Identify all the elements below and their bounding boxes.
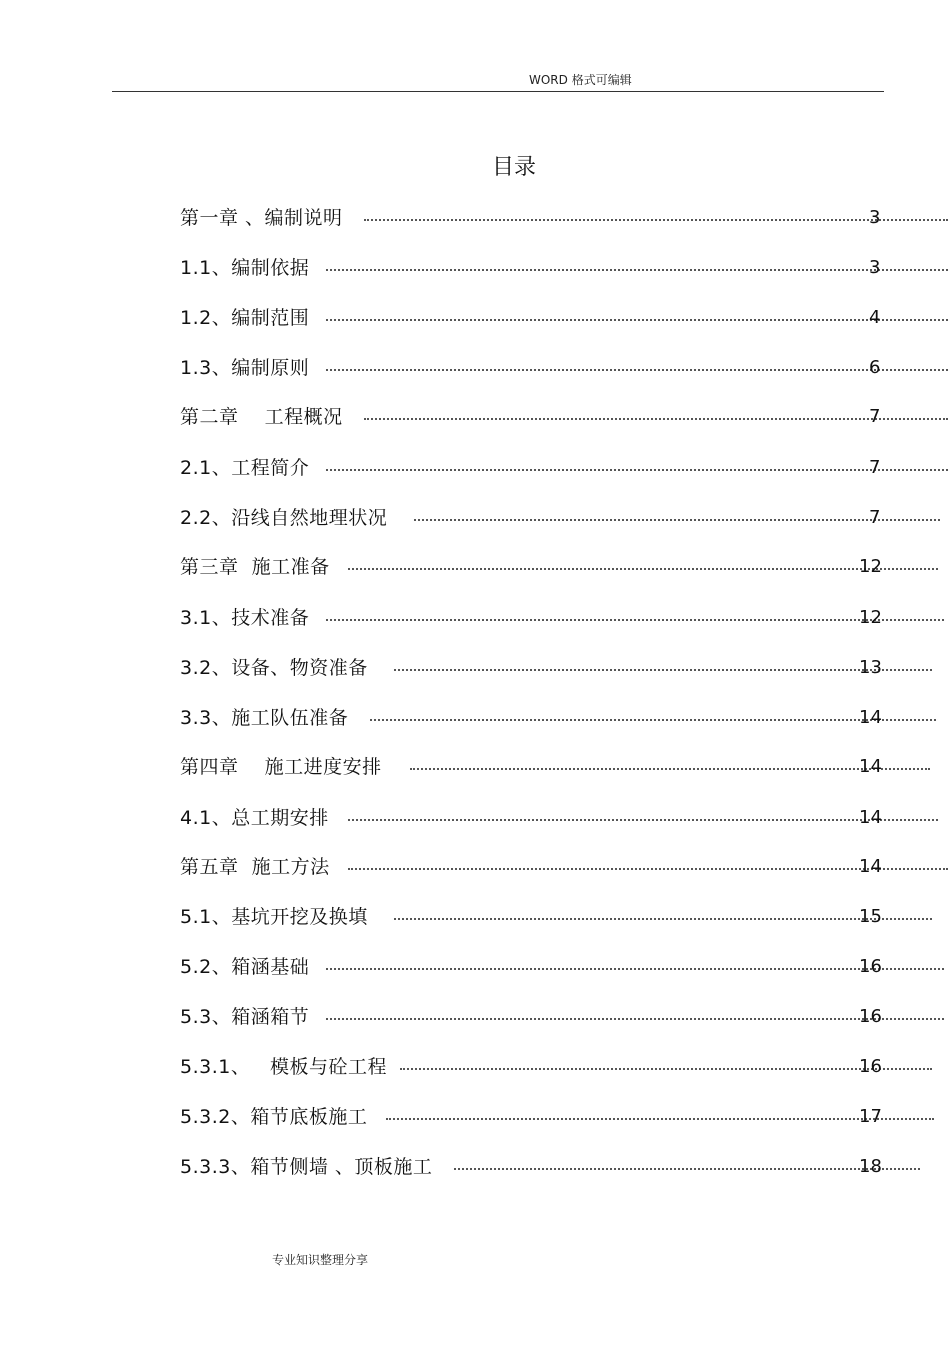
toc-dot-leader	[394, 918, 932, 920]
toc-entry[interactable]	[180, 1155, 950, 1179]
toc-dot-leader	[414, 519, 940, 521]
toc-entry-page-number: 14	[859, 856, 882, 877]
toc-dot-leader	[326, 619, 944, 621]
toc-dot-leader	[394, 669, 932, 671]
toc-entry[interactable]	[180, 356, 950, 380]
toc-entry-page-number: 3	[869, 207, 881, 228]
toc-entry[interactable]	[180, 405, 950, 429]
toc-dot-leader	[370, 719, 936, 721]
toc-entry[interactable]	[180, 905, 950, 929]
toc-entry-label: 第一章 、编制说明	[180, 207, 343, 229]
toc-entry[interactable]	[180, 855, 950, 879]
toc-entry-page-number: 14	[859, 756, 882, 777]
toc-entry[interactable]	[180, 555, 950, 579]
toc-entry[interactable]	[180, 755, 950, 779]
toc-dot-leader	[326, 1018, 944, 1020]
page-header-text: WORD 格式可编辑	[529, 73, 632, 87]
toc-dot-leader	[400, 1068, 932, 1070]
toc-entry[interactable]	[180, 256, 950, 280]
toc-entry-page-number: 14	[859, 707, 882, 728]
toc-entry-label: 第五章 施工方法	[180, 856, 330, 878]
toc-entry-label: 第三章 施工准备	[180, 556, 330, 578]
toc-dot-leader	[386, 1118, 934, 1120]
toc-entry-page-number: 16	[859, 1056, 882, 1077]
toc-entry[interactable]	[180, 806, 950, 830]
toc-entry-label: 1.2、编制范围	[180, 307, 310, 329]
toc-entry-label: 5.1、基坑开挖及换填	[180, 906, 368, 928]
toc-entry[interactable]	[180, 456, 950, 480]
toc-dot-leader	[410, 768, 930, 770]
toc-entry-page-number: 18	[859, 1156, 882, 1177]
toc-entry[interactable]	[180, 955, 950, 979]
toc-dot-leader	[326, 968, 944, 970]
toc-entry-label: 第二章 工程概况	[180, 406, 343, 428]
toc-entry-label: 1.1、编制依据	[180, 257, 310, 279]
toc-entry-label: 5.3.1、 模板与砼工程	[180, 1056, 387, 1078]
page-footer-text: 专业知识整理分享	[272, 1253, 369, 1267]
toc-dot-leader	[326, 319, 948, 321]
toc-entry-label: 第四章 施工进度安排	[180, 756, 382, 778]
toc-entry-page-number: 4	[869, 307, 881, 328]
toc-entry-label: 2.1、工程简介	[180, 457, 310, 479]
toc-entry[interactable]	[180, 1005, 950, 1029]
toc-entry-page-number: 12	[859, 556, 882, 577]
toc-entry-page-number: 14	[859, 807, 882, 828]
toc-entry[interactable]	[180, 1105, 950, 1129]
toc-entry-page-number: 12	[859, 607, 882, 628]
toc-entry-page-number: 7	[869, 457, 881, 478]
toc-entry-page-number: 7	[869, 507, 881, 528]
toc-entry-page-number: 17	[859, 1106, 882, 1127]
toc-dot-leader	[364, 418, 948, 420]
toc-entry-label: 3.2、设备、物资准备	[180, 657, 368, 679]
toc-entry-label: 3.3、施工队伍准备	[180, 707, 349, 729]
toc-entry[interactable]	[180, 656, 950, 680]
toc-entry-page-number: 13	[859, 657, 882, 678]
toc-entry-label: 5.3.2、箱节底板施工	[180, 1106, 368, 1128]
toc-entry-label: 3.1、技术准备	[180, 607, 310, 629]
toc-entry-label: 5.3、箱涵箱节	[180, 1006, 310, 1028]
toc-entry-label: 5.3.3、箱节侧墙 、顶板施工	[180, 1156, 433, 1178]
toc-dot-leader	[326, 369, 948, 371]
toc-entry-label: 5.2、箱涵基础	[180, 956, 310, 978]
toc-dot-leader	[348, 568, 938, 570]
toc-entry[interactable]	[180, 506, 950, 530]
toc-dot-leader	[326, 269, 948, 271]
toc-entry-page-number: 15	[859, 906, 882, 927]
toc-entry-page-number: 3	[869, 257, 881, 278]
toc-entry[interactable]	[180, 306, 950, 330]
toc-entry-label: 1.3、编制原则	[180, 357, 310, 379]
toc-entry[interactable]	[180, 706, 950, 730]
toc-entry[interactable]	[180, 606, 950, 630]
toc-dot-leader	[364, 219, 948, 221]
toc-entry-page-number: 7	[869, 406, 881, 427]
toc-entry[interactable]	[180, 206, 950, 230]
toc-dot-leader	[326, 469, 948, 471]
toc-entry-page-number: 6	[869, 357, 881, 378]
toc-dot-leader	[454, 1168, 920, 1170]
toc-title: 目录	[492, 155, 537, 180]
toc-entry-label: 4.1、总工期安排	[180, 807, 329, 829]
toc-entry-page-number: 16	[859, 956, 882, 977]
toc-dot-leader	[348, 868, 948, 870]
toc-entry[interactable]	[180, 1055, 950, 1079]
toc-entry-page-number: 16	[859, 1006, 882, 1027]
toc-dot-leader	[348, 819, 938, 821]
toc-entry-label: 2.2、沿线自然地理状况	[180, 507, 388, 529]
